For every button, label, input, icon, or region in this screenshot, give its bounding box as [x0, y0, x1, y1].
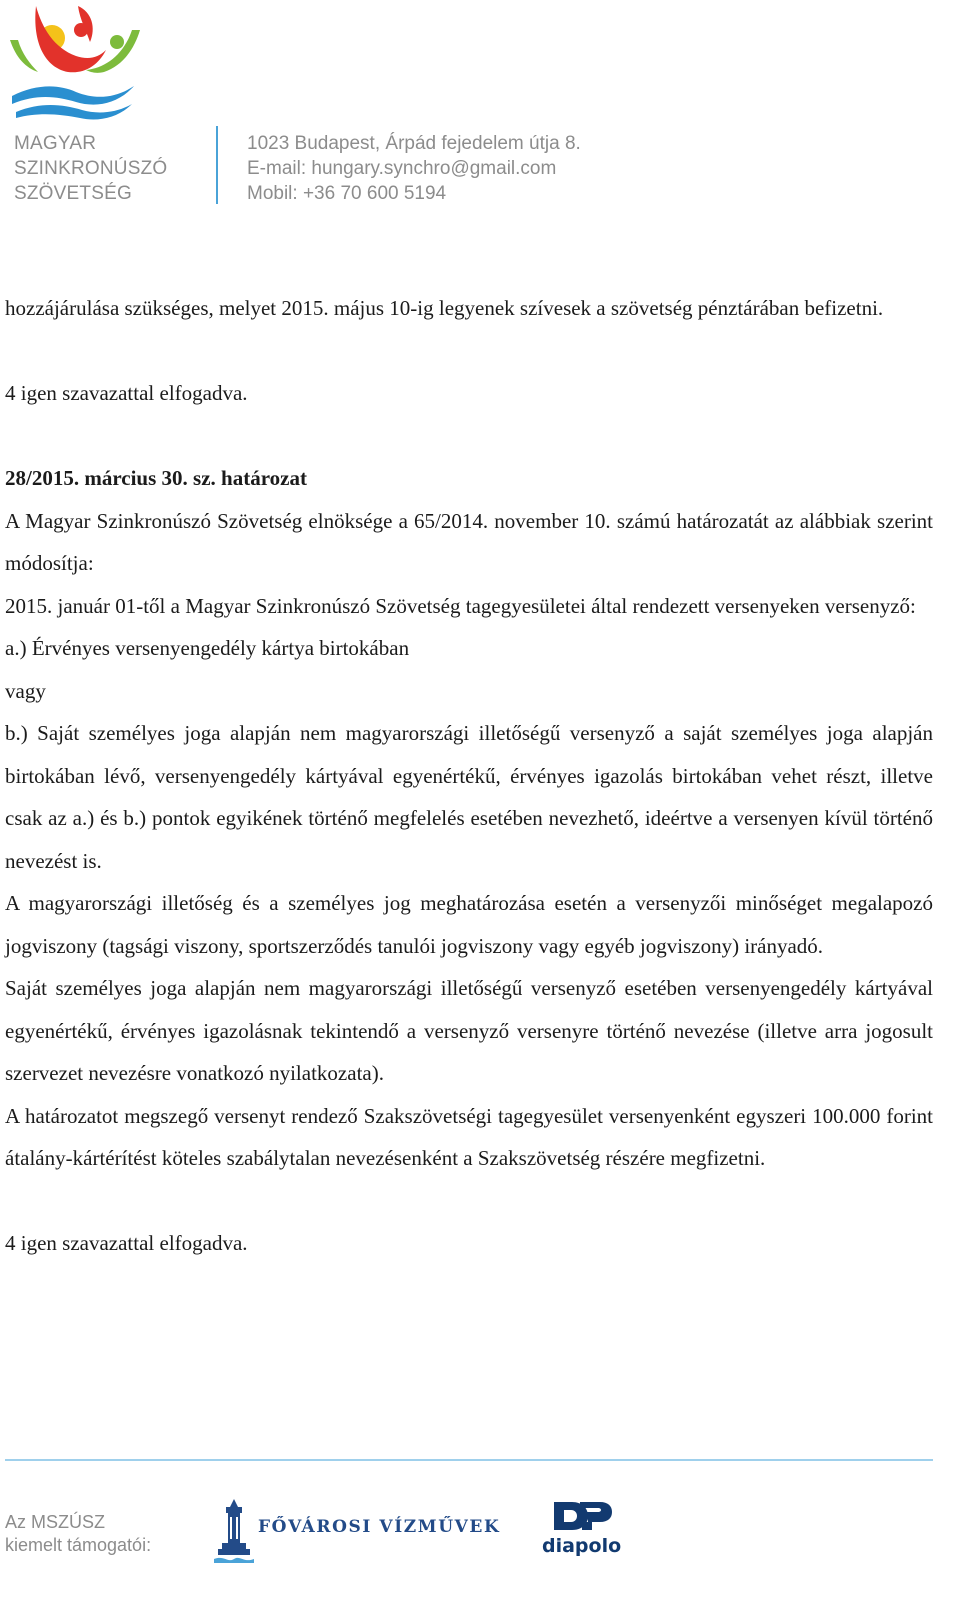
vote-result: 4 igen szavazattal elfogadva. [5, 1231, 248, 1255]
paragraph: a.) Érvényes versenyengedély kártya birtokában [5, 636, 410, 660]
header-divider [216, 126, 218, 204]
sponsor-logo-vizmuvek [214, 1497, 501, 1563]
resolution-title: 28/2015. március 30. sz. határozat [5, 466, 307, 490]
spacer [5, 1180, 933, 1223]
diapolo-mark-icon [544, 1498, 624, 1534]
document-body [5, 287, 933, 1265]
phone: Mobil: +36 70 600 5194 [247, 183, 447, 204]
supporters-label-line: Az MSZÚSZ [5, 1512, 106, 1532]
org-name-line: MAGYAR [14, 133, 97, 154]
paragraph: hozzájárulása szükséges, melyet 2015. május 10-ig legyenek szívesek a szövetség pénztárában befizetni. [5, 296, 884, 320]
org-name [14, 131, 167, 206]
spacer [5, 415, 933, 458]
paragraph: 2015. január 01-től a Magyar Szinkronúszó Szövetség tagegyesületei által rendezett versenyeken versenyző: [5, 593, 916, 618]
email: E-mail: hungary.synchro@gmail.com [247, 158, 557, 179]
paragraph: A határozatot megszegő versenyt rendező Szakszövetségi tagegyesület versenyenként egyszeri 100.000 forint átalány-kártérítést köteles szabálytalan nevezésenként a Szakszövetség részére megfizetni. [5, 1103, 933, 1170]
federation-logo [6, 0, 141, 120]
supporters-label [5, 1511, 151, 1557]
address: 1023 Budapest, Árpád fejedelem útja 8. [247, 133, 581, 154]
sponsor-logo-diapolo [540, 1498, 624, 1562]
spacer [5, 330, 933, 373]
paragraph: A Magyar Szinkronúszó Szövetség elnöksége a 65/2014. november 10. számú határozatát az alábbiak szerint módosítja: [5, 508, 933, 575]
water-tower-icon [214, 1497, 254, 1563]
contact-block [247, 131, 581, 206]
org-name-line: SZINKRONÚSZÓ [14, 158, 168, 179]
sponsor-name: diapolo [542, 1535, 622, 1557]
paragraph: A magyarországi illetőség és a személyes jog meghatározása esetén a versenyzői minőséget megalapozó jogviszony (tagsági viszony, sportszerződés tanulói jogviszony vagy egyéb jogviszony) irányadó. [5, 891, 933, 958]
footer-divider [5, 1459, 933, 1461]
vote-result: 4 igen szavazattal elfogadva. [5, 381, 248, 405]
paragraph: b.) Saját személyes joga alapján nem magyarországi illetőségű versenyző a saját személyes joga alapján birtokában lévő, versenyengedély kártyával egyenértékű, érvényes igazolás birtokában vehet részt, illetve csak az a.) és b.) pontok egyikének történő megfelelés esetében nevezhető, ideértve a versenyen kívül történő nevezést is. [5, 721, 933, 873]
org-name-line: SZÖVETSÉG [14, 183, 132, 204]
sponsor-name: FŐVÁROSI VÍZMŰVEK [258, 1517, 501, 1537]
paragraph: vagy [5, 678, 46, 703]
paragraph: Saját személyes joga alapján nem magyarországi illetőségű versenyző esetében versenyengedély kártyával egyenértékű, érvényes igazolásnak tekintendő a versenyző versenyre történő nevezése (illetve arra jogosult szervezet nevezésre vonatkozó nyilatkozata). [5, 976, 933, 1085]
supporters-label-line: kiemelt támogatói: [5, 1535, 152, 1555]
